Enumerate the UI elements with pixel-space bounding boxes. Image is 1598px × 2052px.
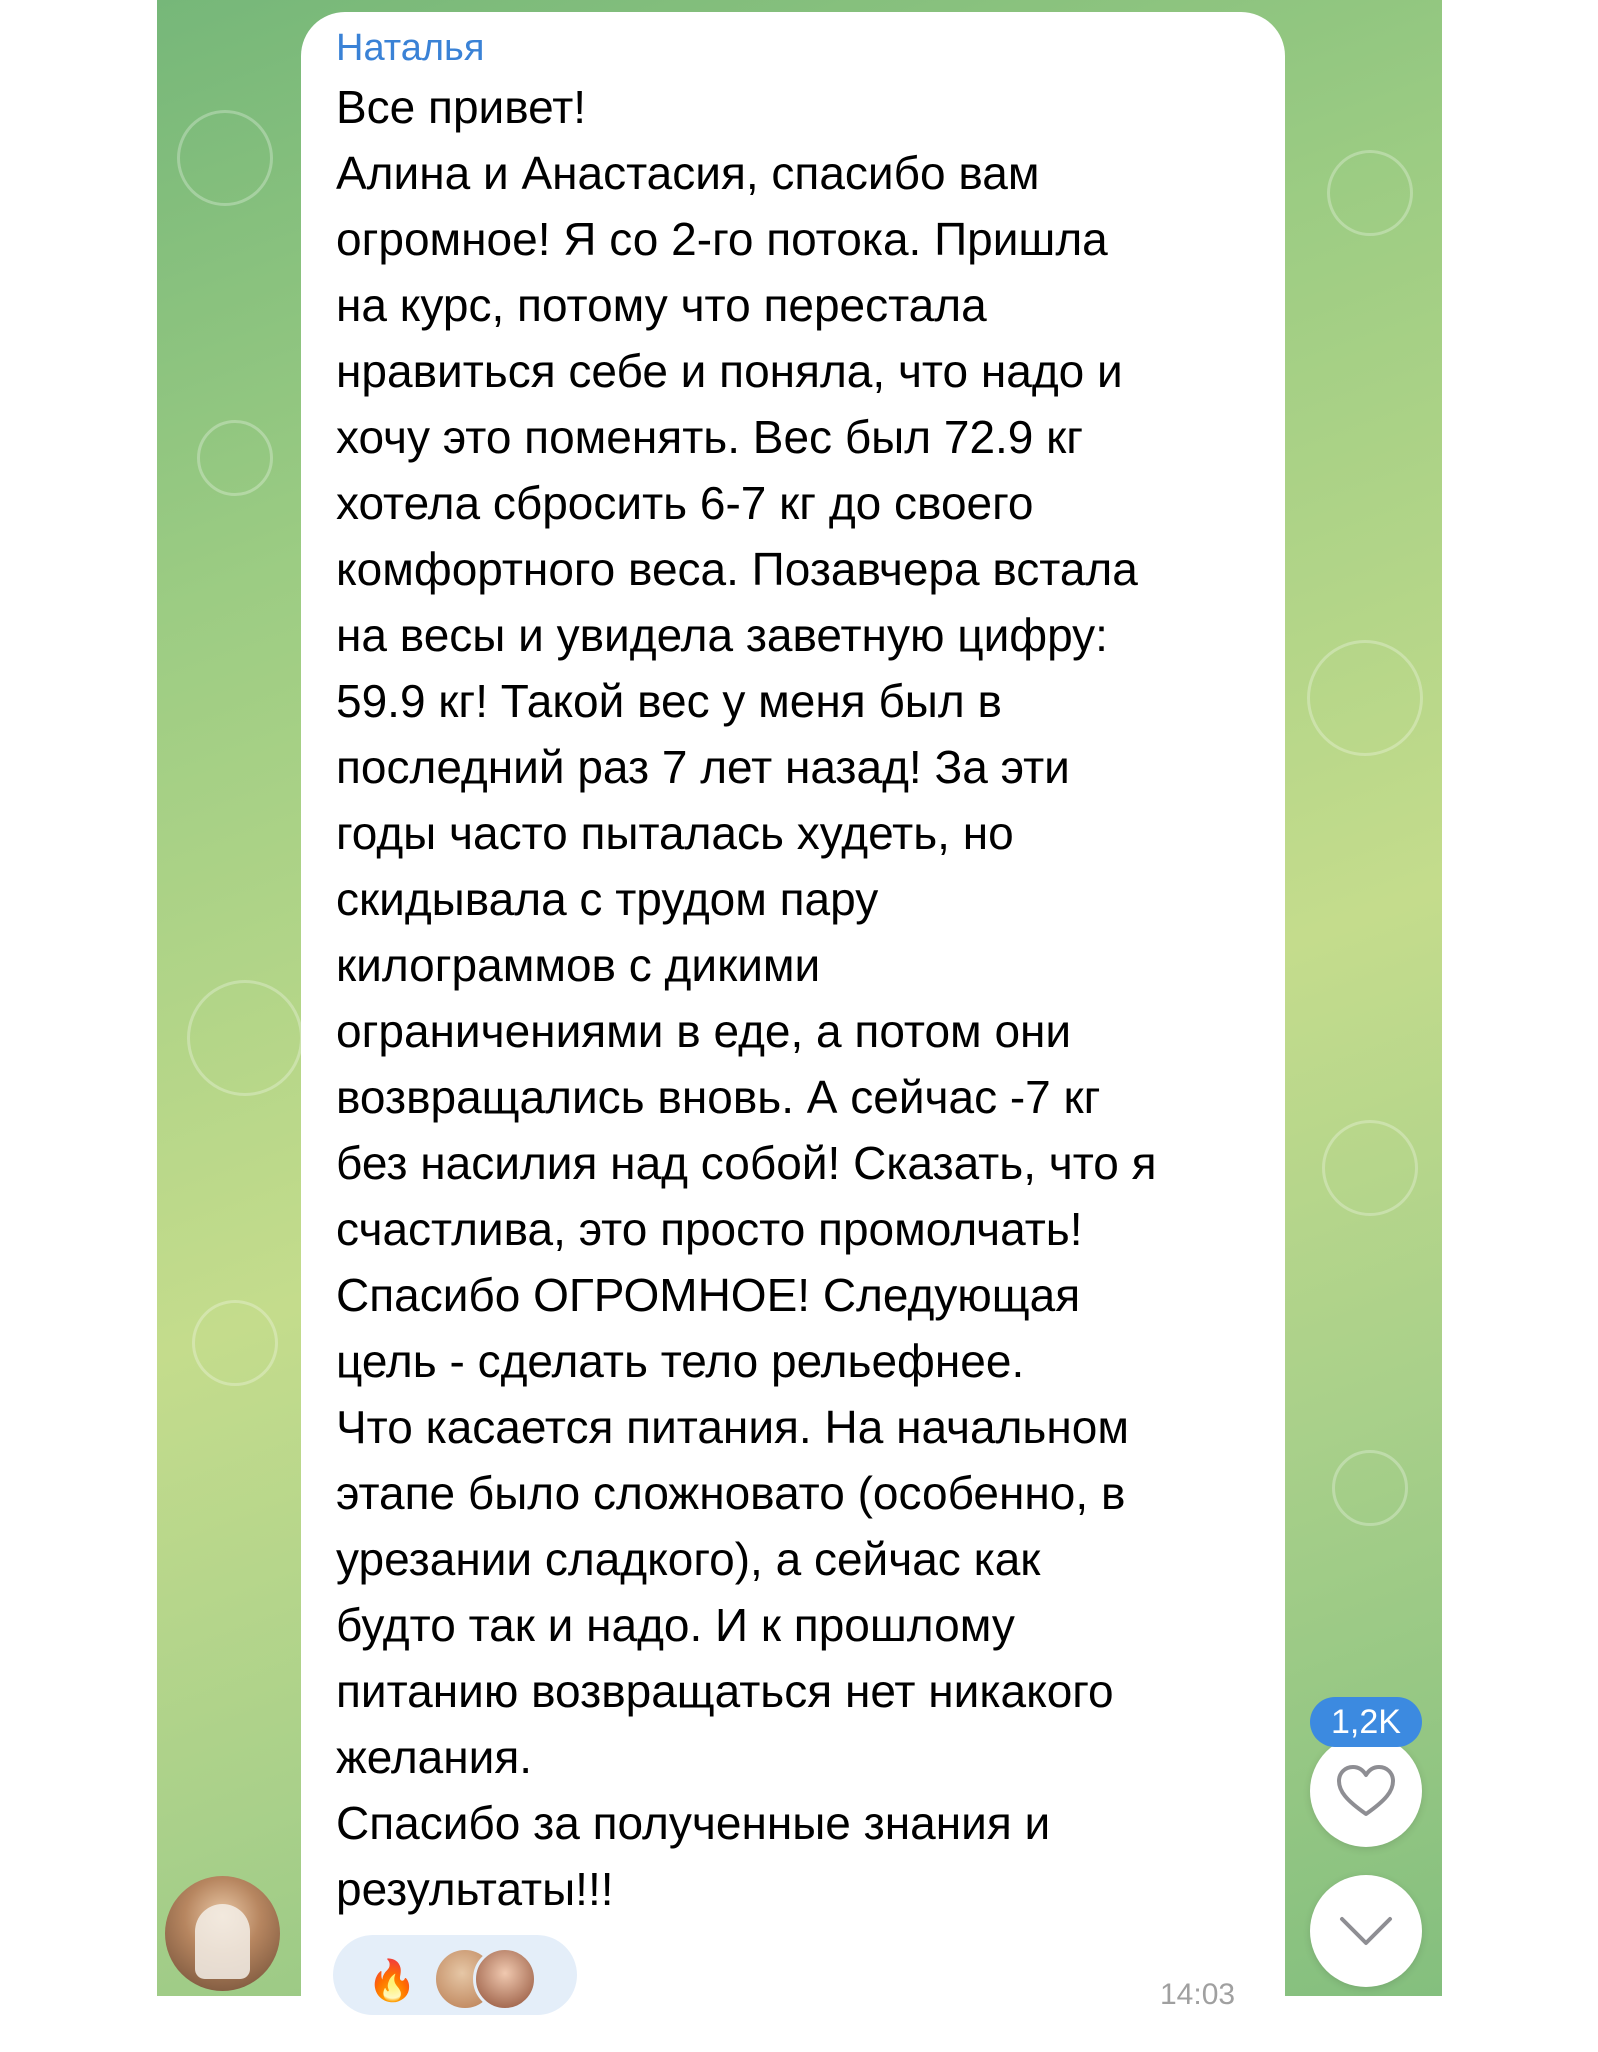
background-doodle bbox=[1322, 1120, 1418, 1216]
background-doodle bbox=[187, 980, 303, 1096]
sender-name[interactable]: Наталья bbox=[336, 27, 485, 69]
message-text: Все привет! Алина и Анастасия, спасибо вам огромное! Я со 2-го потока. Пришла на курс, потому что перестала нравиться себе и поняла, что надо и хочу это поменять. Вес был 72.9 кг хотела сбросить 6-7 кг до своего комфортного веса. Позавчера встала на весы и увидела заветную цифру: 59.9 кг! Такой вес у меня был в последний раз 7 лет назад! За эти годы часто пыталась худеть, но скидывала с трудом пару килограммов с дикими ограничениями в еде, а потом они возвращались вновь. А сейчас -7 кг без насилия над собой! Сказать, что я счастлива, это просто промолчать! Спасибо ОГРОМНОЕ! Следующая цель - сделать тело рельефнее. Что касается питания. На начальном этапе было сложновато (особенно, в урезании сладкого), а сейчас как будто так и надо. И к прошлому питанию возвращаться нет никакого желания. Спасибо за полученные знания и результаты!!! bbox=[336, 81, 1157, 1915]
fire-icon: 🔥 bbox=[367, 1959, 417, 2003]
heart-outline-icon bbox=[1336, 1764, 1396, 1818]
message-bubble[interactable] bbox=[301, 12, 1285, 2052]
reactor-avatar bbox=[473, 1947, 537, 2011]
message-timestamp: 14:03 bbox=[1160, 1978, 1236, 2011]
chevron-down-icon bbox=[1338, 1915, 1394, 1947]
background-doodle bbox=[1327, 150, 1413, 236]
like-button[interactable] bbox=[1310, 1735, 1422, 1847]
background-doodle bbox=[192, 1300, 278, 1386]
like-count-badge: 1,2K bbox=[1310, 1697, 1422, 1747]
background-doodle bbox=[1307, 640, 1423, 756]
reactions-bar[interactable] bbox=[333, 1935, 577, 2015]
background-doodle bbox=[1332, 1450, 1408, 1526]
scroll-down-button[interactable] bbox=[1310, 1875, 1422, 1987]
avatar-photo bbox=[195, 1904, 250, 1979]
background-doodle bbox=[177, 110, 273, 206]
background-doodle bbox=[197, 420, 273, 496]
like-widget[interactable] bbox=[1310, 1697, 1424, 1835]
avatar[interactable] bbox=[165, 1876, 280, 1991]
